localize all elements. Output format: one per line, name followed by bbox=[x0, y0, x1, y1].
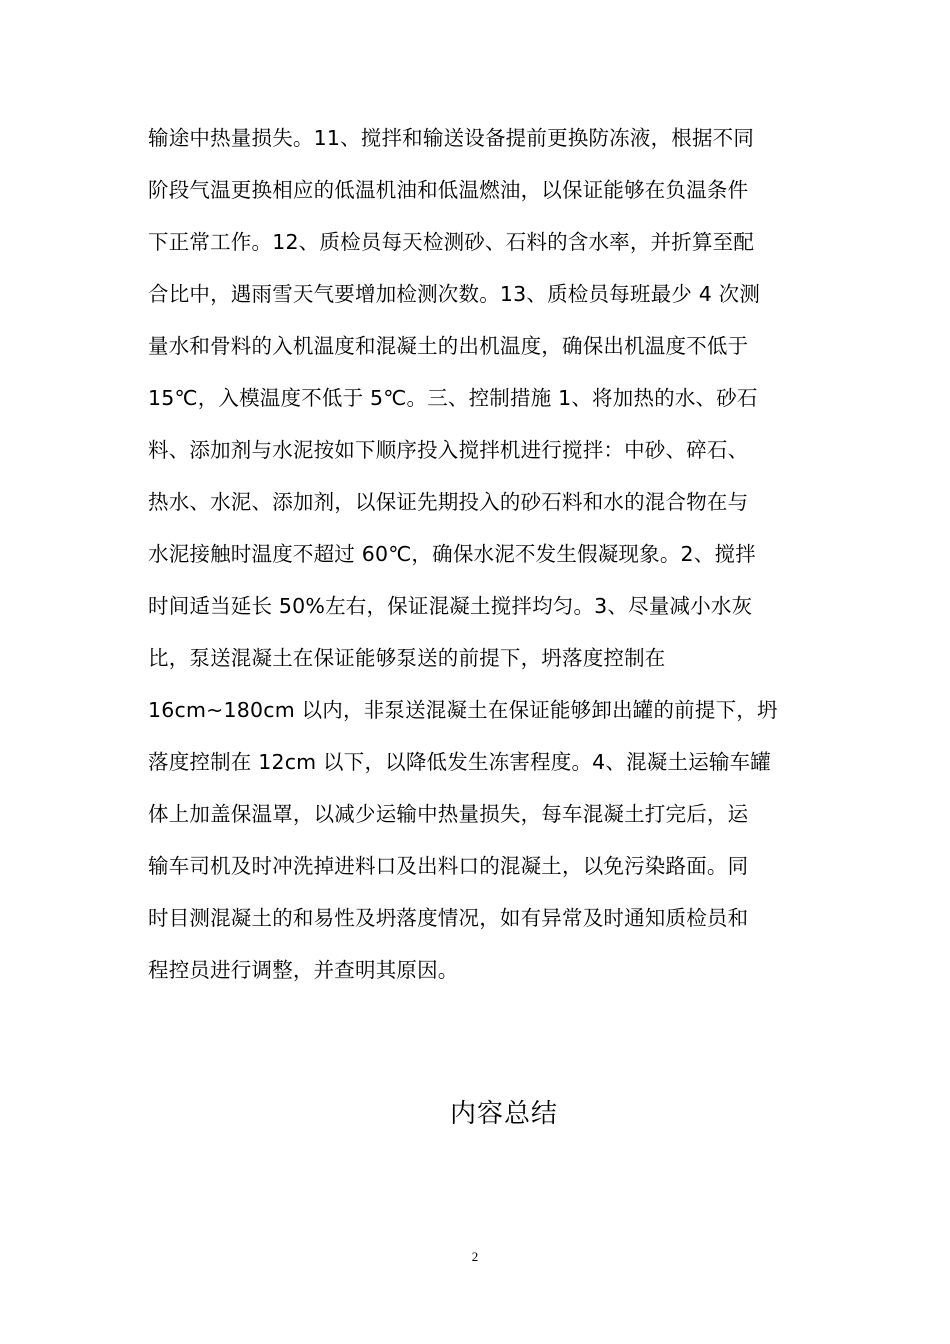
text-line-12: 16cm~180cm 以内，非泵送混凝土在保证能够卸出罐的前提下，坍 bbox=[148, 698, 778, 722]
text-line-9: 水泥接触时温度不超过 60℃，确保水泥不发生假凝现象。2、搅拌 bbox=[148, 542, 756, 566]
text-line-5: 量水和骨料的入机温度和混凝土的出机温度，确保出机温度不低于 bbox=[148, 334, 749, 358]
text-line-6: 15℃，入模温度不低于 5℃。三、控制措施 1、将加热的水、砂石 bbox=[148, 386, 758, 410]
text-line-14: 体上加盖保温罩，以减少运输中热量损失，每车混凝土打完后，运 bbox=[148, 802, 749, 826]
text-line-4: 合比中，遇雨雪天气要增加检测次数。13、质检员每班最少 4 次测 bbox=[148, 282, 761, 306]
text-line-17: 程控员进行调整，并查明其原因。 bbox=[148, 958, 459, 982]
text-line-1: 输途中热量损失。11、搅拌和输送设备提前更换防冻液，根据不同 bbox=[148, 126, 755, 150]
text-line-3: 下正常工作。12、质检员每天检测砂、石料的含水率，并折算至配 bbox=[148, 230, 755, 254]
section-title: 内容总结 bbox=[449, 1099, 558, 1129]
page-number: 2 bbox=[471, 1249, 479, 1264]
body-text bbox=[148, 112, 808, 996]
text-line-13: 落度控制在 12cm 以下，以降低发生冻害程度。4、混凝土运输车罐 bbox=[148, 750, 771, 774]
text-line-15: 输车司机及时冲洗掉进料口及出料口的混凝土，以免污染路面。同 bbox=[148, 854, 749, 878]
text-line-8: 热水、水泥、添加剂，以保证先期投入的砂石料和水的混合物在与 bbox=[148, 490, 749, 514]
text-line-7: 料、添加剂与水泥按如下顺序投入搅拌机进行搅拌：中砂、碎石、 bbox=[148, 438, 749, 462]
text-line-2: 阶段气温更换相应的低温机油和低温燃油，以保证能够在负温条件 bbox=[148, 178, 749, 202]
text-line-10: 时间适当延长 50%左右，保证混凝土搅拌均匀。3、尽量减小水灰 bbox=[148, 594, 753, 618]
text-line-11: 比，泵送混凝土在保证能够泵送的前提下，坍落度控制在 bbox=[148, 646, 666, 670]
text-line-16: 时目测混凝土的和易性及坍落度情况，如有异常及时通知质检员和 bbox=[148, 906, 749, 930]
